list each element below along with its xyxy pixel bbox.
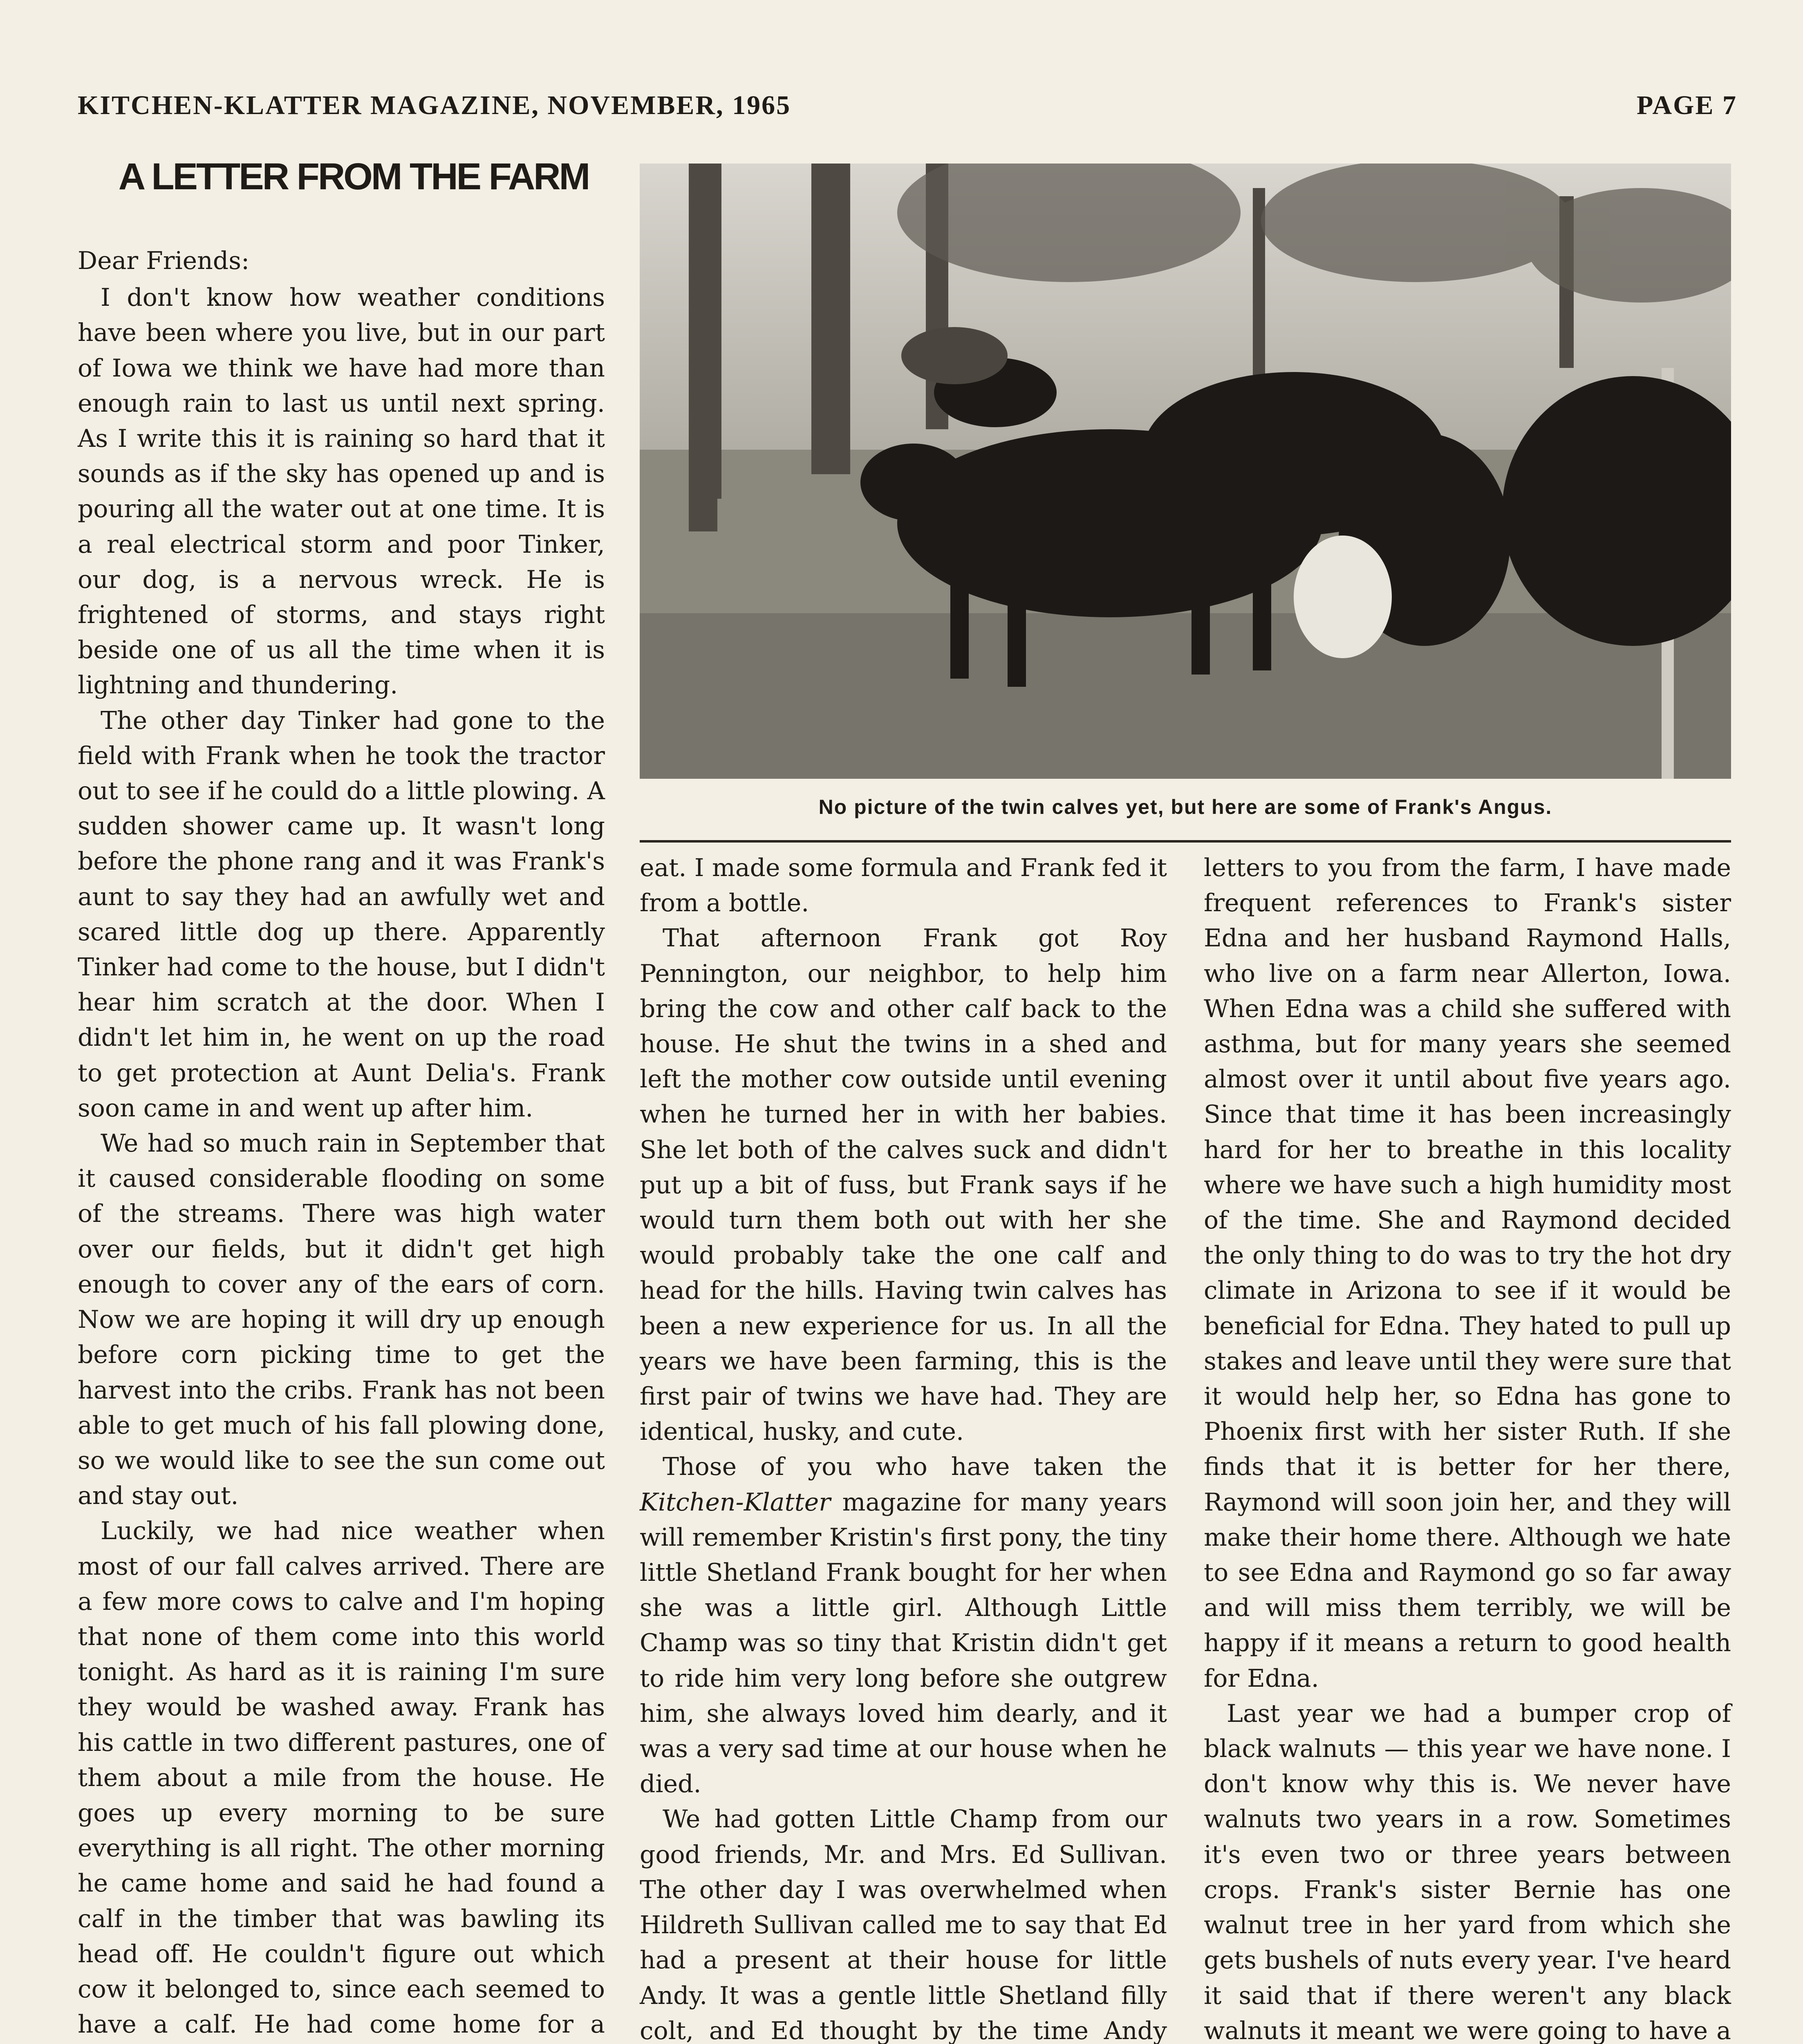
magazine-name: Kitchen-Klatter: [640, 1488, 831, 1517]
page-number: PAGE 7: [1637, 90, 1737, 120]
paragraph: The other day Tinker had gone to the field with Frank when he took the tractor out to see if he could do a little plowing. A sudden shower came up. It wasn't long before the phone rang and it was Frank's aunt to say they had an awfully wet and scared little dog up there. Apparently Tinker had come to the house, but I didn't hear him scratch at the door. When I didn't let him in, he went on up the road to get protection at Aunt Delia's. Frank soon came in and went up after him.: [78, 706, 605, 1123]
article-column-1: [78, 243, 605, 2044]
paragraph: Luckily, we had nice weather when most of our fall calves arrived. There are a few more cows to calve and I'm hoping that none of them come into this world tonight. As hard as it is raining I'm sure they would be washed away. Frank has his cattle in two different pastures, one of them about a mile from the house. He goes up every morning to be sure everything is all right. The other morning he came home and said he had found a calf in the timber that was bawling its head off. He couldn't figure out which cow it belonged to, since each seemed to have a calf. He had come home for a: [78, 1517, 605, 2039]
text-run: Those of you who have taken the: [663, 1452, 1167, 1481]
paragraph: letters to you from the farm, I have made frequent references to Frank's sister Edna and her husband Raymond Halls, who live on a farm near Allerton, Iowa. When Edna was a child she suffered with asthma, but for many years she seemed almost over it until about five years ago. Since that time it has been increasingly hard for her to breathe in this locality where we have such a high humidity most of the time. She and Raymond decided the only thing to do was to try the hot dry climate in Arizona to see if it would be beneficial for Edna. They hated to pull up stakes and leave until they were sure that it would help her, so Edna has gone to Phoenix first with her sister Ruth. If she finds that it is better for her there, Raymond will soon join her, and they will make their home there. Although we hate to see Edna and Raymond go so far away and will miss them terribly, we will be happy if it means a return to good health for Edna.: [1204, 854, 1731, 1693]
article-title: A LETTER FROM THE FARM: [118, 156, 589, 197]
divider: [640, 840, 1731, 843]
paragraph: I don't know how weather conditions have been where you live, but in our part of Iowa we think we have had more than enough rain to last us until next spring. As I write this it is raining so hard that it sounds as if the sky has opened up and is pouring all the water out at one time. It is a real electrical storm and poor Tinker, our dog, is a nervous wreck. He is frightened of storms, and stays right beside one of us all the time when it is lightning and thundering.: [78, 283, 605, 700]
masthead: KITCHEN-KLATTER MAGAZINE, NOVEMBER, 1965: [78, 90, 791, 120]
paragraph: Last year we had a bumper crop of black walnuts — this year we have none. I don't know why this is. We never have walnuts two years in a row. Sometimes it's even two or three years between crops. Frank's sister Bernie has one walnut tree in her yard from which she gets bushels of nuts every year. I've heard it said that if there weren't any black walnuts it meant we were going to have a: [1204, 1699, 1731, 2044]
paragraph: [640, 1449, 1167, 1802]
photo-caption: No picture of the twin calves yet, but here are some of Frank's Angus.: [818, 796, 1552, 818]
article-column-2: [640, 850, 1167, 2044]
paragraph: We had gotten Little Champ from our good friends, Mr. and Mrs. Ed Sullivan. The other day I was overwhelmed when Hildreth Sullivan called me to say that Ed had a present at their house for little Andy. It was a gentle little Shetland filly colt, and Ed thought by the time Andy: [640, 1805, 1167, 2044]
text-run: magazine for many years will remember Kristin's first pony, the tiny little Shetland Frank bought for her when she was a little girl. Although Little Champ was so tiny that Kristin didn't get to ride him very long before she outgrew him, she always loved him dearly, and it was a very sad time at our house when he died.: [640, 1488, 1167, 1799]
article-column-3: [1204, 850, 1731, 2044]
page-header: [78, 82, 1737, 131]
paragraph: eat. I made some formula and Frank fed it from a bottle.: [640, 854, 1167, 918]
salutation: Dear Friends:: [78, 247, 250, 275]
paragraph: We had so much rain in September that it caused considerable flooding on some of the streams. There was high water over our fields, but it didn't get high enough to cover any of the ears of corn. Now we are hoping it will dry up enough before corn picking time to get the harvest into the cribs. Frank has not been able to get much of his fall plowing done, so we would like to see the sun come out and stay out.: [78, 1129, 605, 1511]
cattle-photo: [640, 164, 1731, 779]
cattle-photo-image: [640, 164, 1731, 779]
paragraph: That afternoon Frank got Roy Pennington, our neighbor, to help him bring the cow and other calf back to the house. He shut the twins in a shed and left the mother cow outside until evening when he turned her in with her babies. She let both of the calves suck and didn't put up a bit of fuss, but Frank says if he would turn them both out with her she would probably take the one calf and head for the hills. Having twin calves has been a new experience for us. In all the years we have been farming, this is the first pair of twins we have had. They are identical, husky, and cute.: [640, 924, 1167, 1446]
